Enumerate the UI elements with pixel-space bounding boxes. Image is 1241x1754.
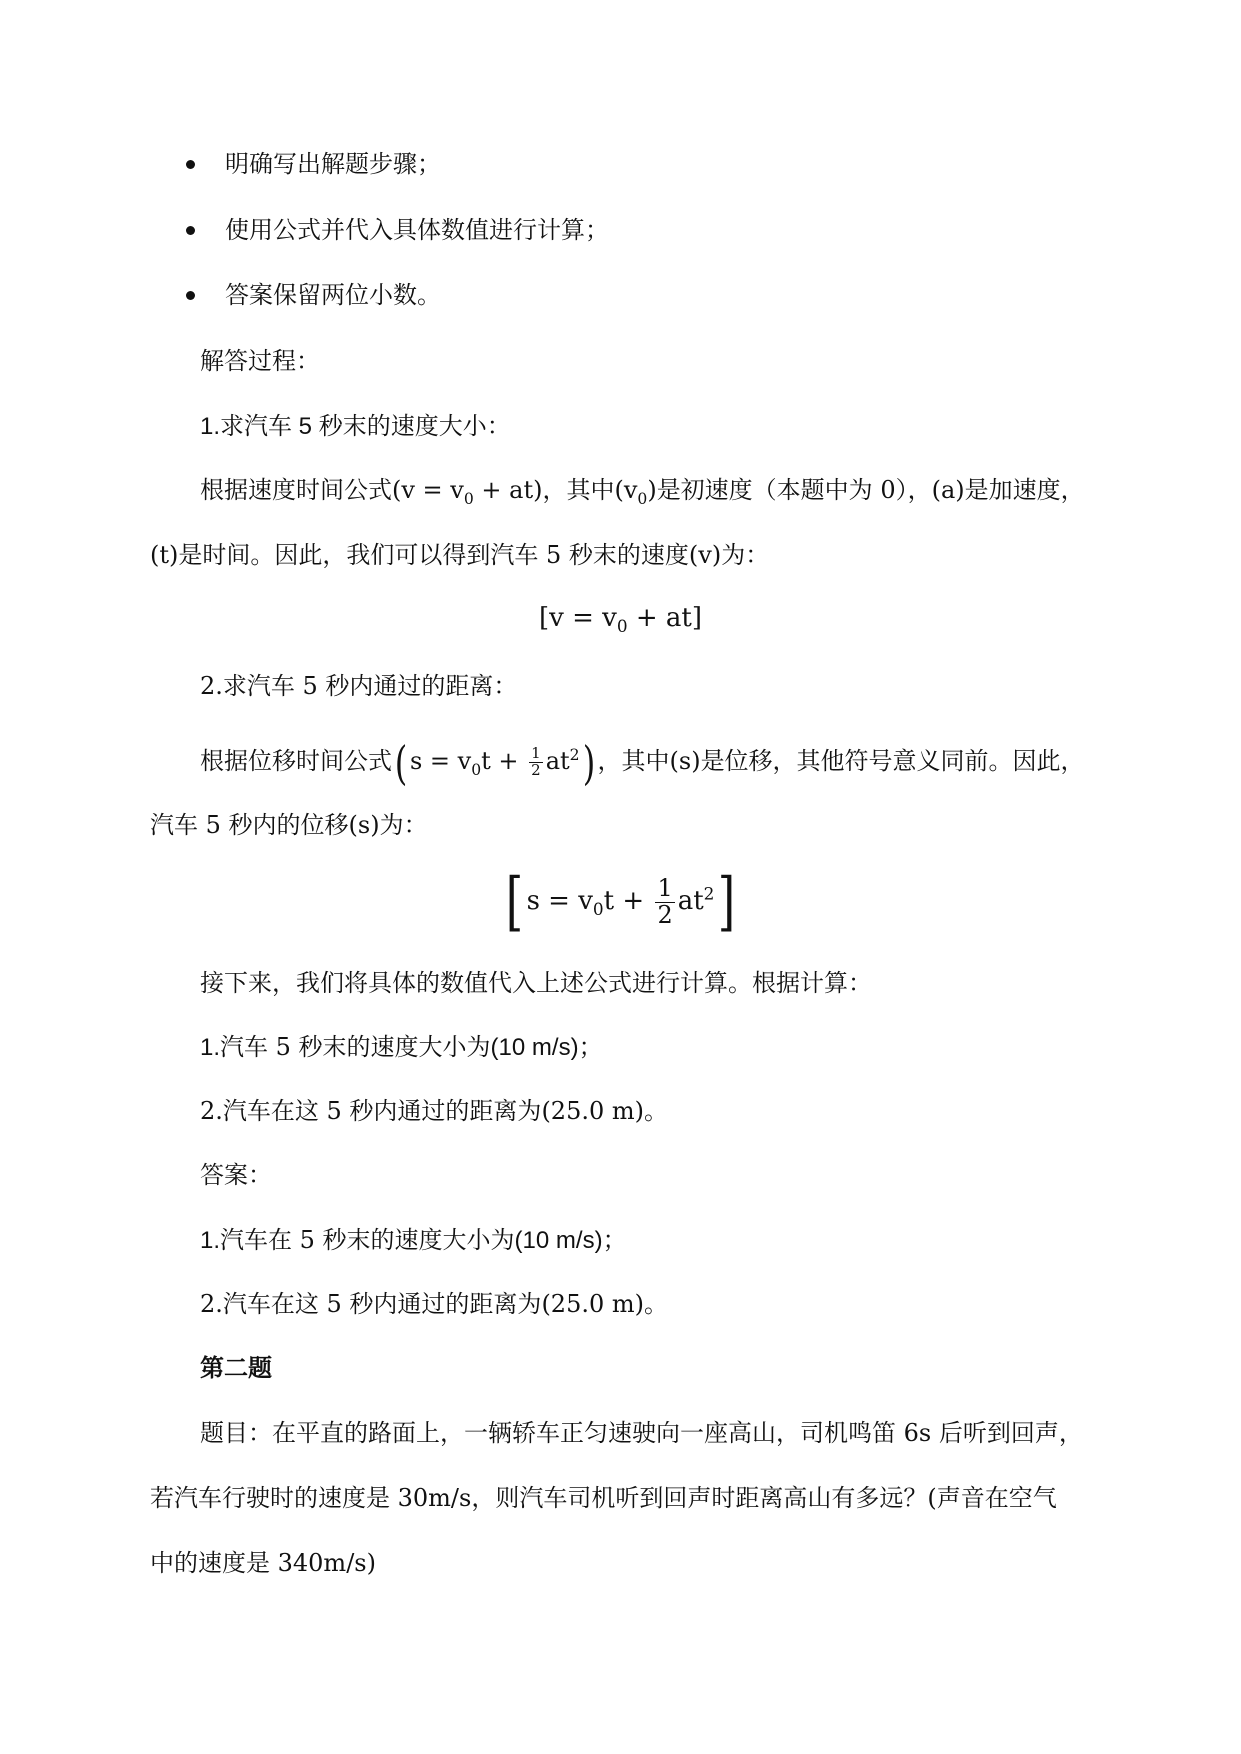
step2-paragraph-line2 [150, 805, 428, 845]
a-symbol: (a) [931, 476, 965, 504]
step2-paragraph-line1 [200, 735, 1085, 790]
calc2-text: 2.汽车在这 5 秒内通过的距离为 [200, 1097, 542, 1125]
ans1-end: ； [602, 1226, 627, 1254]
ans1-text: 汽车在 5 秒末的速度大小为 [220, 1226, 515, 1254]
step1-paragraph-line2 [150, 535, 769, 575]
velocity-formula-inline: $(v = v_0 + at)$ [392, 476, 543, 508]
bullet-item: 使用公式并代入具体数值进行计算； [225, 216, 609, 244]
calc1-value: (10 m/s) [490, 1034, 579, 1061]
step1-title-text: 1.求汽车 5 秒末的速度大小： [200, 413, 511, 440]
step2-title: 2.求汽车 5 秒内通过的距离： [200, 672, 518, 700]
ans2-end: 。 [644, 1290, 668, 1318]
s-symbol: (s) [348, 811, 380, 839]
calc2-end: 。 [644, 1097, 668, 1125]
bullet-item: 答案保留两位小数。 [225, 281, 441, 309]
calc-result-1 [200, 1027, 603, 1068]
velocity-formula-display: $[v = v_0 + at]$ [538, 603, 702, 637]
step1-text: ，其中 [542, 476, 615, 504]
step1-paragraph-line1 [200, 470, 1085, 519]
step1-text: 根据速度时间公式 [200, 476, 392, 504]
question2-line3: 中的速度是 340m/s) [150, 1549, 376, 1577]
ans1-value: (10 m/s) [514, 1227, 603, 1254]
step1-title [200, 406, 511, 447]
s-symbol: (s) [669, 747, 701, 775]
step2-text: ，其中 [597, 747, 670, 775]
v0-symbol: $(v_0)$ [614, 476, 657, 508]
answer-heading: 答案： [200, 1161, 272, 1189]
v-symbol: (v) [688, 541, 722, 569]
solution-heading: 解答过程： [200, 347, 320, 375]
question2-heading: 第二题 [200, 1353, 272, 1382]
calc-intro: 接下来，我们将具体的数值代入上述公式进行计算。根据计算： [200, 969, 872, 997]
step1-text: 是时间。因此，我们可以得到汽车 5 秒末的速度 [178, 541, 689, 569]
calc1-end: ； [578, 1033, 603, 1061]
bullet-dot [186, 160, 195, 169]
step2-text: 根据位移时间公式 [200, 747, 392, 775]
step2-text: 为： [379, 811, 428, 839]
answer-1 [200, 1220, 627, 1261]
bullet-dot [186, 226, 195, 235]
step1-text: 为： [721, 541, 770, 569]
displacement-formula-inline: ( $s = v_0t$ + $\frac{1}{2}$ $at^2$) [394, 735, 595, 790]
step1-text: 是加速度， [964, 476, 1085, 504]
calc-result-2 [200, 1091, 668, 1131]
bullet-item: 明确写出解题步骤； [225, 150, 441, 178]
calc1-prefix: 1. [200, 1034, 221, 1061]
step2-text: 是位移，其他符号意义同前。因此， [700, 747, 1085, 775]
ans2-text: 2.汽车在这 5 秒内通过的距离为 [200, 1290, 542, 1318]
step2-text: 汽车 5 秒内的位移 [150, 811, 349, 839]
answer-2 [200, 1284, 668, 1324]
question2-line1: 题目：在平直的路面上，一辆轿车正匀速驶向一座高山，司机鸣笛 6s 后听到回声， [200, 1419, 1083, 1447]
question2-line2: 若汽车行驶时的速度是 30m/s，则汽车司机听到回声时距离高山有多远？(声音在空气 [150, 1484, 1057, 1512]
step1-text: 是初速度（本题中为 0）， [656, 476, 932, 504]
calc1-text: 汽车 5 秒末的速度大小为 [220, 1033, 491, 1061]
ans1-prefix: 1. [200, 1227, 221, 1254]
ans2-value: (25.0 m) [541, 1290, 644, 1318]
calc2-value: (25.0 m) [541, 1097, 644, 1125]
bullet-dot [186, 291, 195, 300]
t-symbol: (t) [150, 541, 179, 569]
displacement-formula-display: [ $s = v_0t$ + $\frac{1}{2}$ $at^2$] [505, 865, 736, 939]
